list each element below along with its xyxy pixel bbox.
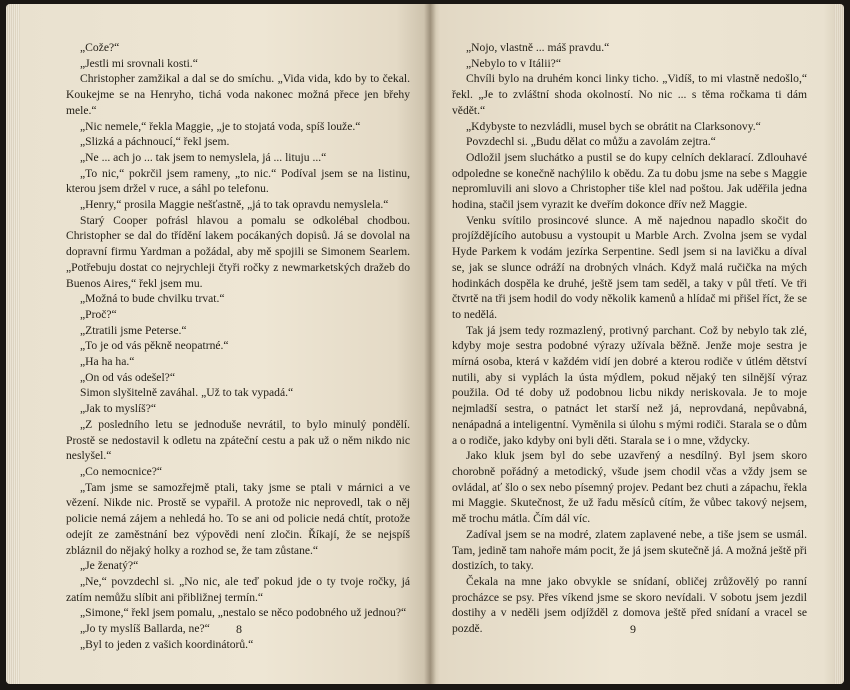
right-page-text (452, 40, 807, 637)
page-edges-left (6, 4, 20, 684)
paragraph: „Možná to bude chvilku trvat.“ (80, 292, 225, 306)
paragraph: Starý Cooper pofrásl hlavou a pomalu se odkolébal chodbou. Christopher se dal do třídění lakem pocákaných dopisů. Já se dovolal na dopravní firmu Yardman a požádal, aby mě spojili se Simonem Searlem. „Potřebuju dostat co nejrychleji čtyři ročky z newmarketských dražeb do Buenos Aires,“ řekl jsem mu. (66, 213, 410, 290)
paragraph: „Ne ... ach jo ... tak jsem to nemyslela, já ... lituju ...“ (80, 150, 327, 164)
paragraph: „Cože?“ (80, 41, 120, 54)
paragraph: Zadíval jsem se na modré, zlatem zaplavené nebe, a tiše jsem se usmál. Tam, jedině tam nahoře mám pocit, že já jsem skutečně já. A možná ještě při dostizích, to taky. (452, 527, 807, 573)
paragraph: „Henry,“ prosila Maggie nešťastně, „já to tak opravdu nemyslela.“ (80, 198, 389, 212)
open-book (6, 4, 844, 684)
left-page-text (66, 40, 410, 652)
paragraph: Čekala na mne jako obvykle se snídaní, obličej zrůžovělý po ranní procházce se psy. Přes víkend jsme se skoro nevídali. V sobotu jsem jezdil dostihy a v neděli jsem odjížděl z domova ještě před snídaní a vracel se pozdě. (452, 574, 807, 636)
page-number-left: 8 (236, 622, 242, 636)
paragraph: „Jak to myslíš?“ (80, 402, 156, 416)
paragraph: „Byl to jeden z vašich koordinátorů.“ (80, 637, 254, 651)
paragraph: „Proč?“ (80, 307, 117, 321)
paragraph: „Simone,“ řekl jsem pomalu, „nestalo se něco podobného už jednou?“ (80, 606, 407, 620)
paragraph: „Nebylo to v Itálii?“ (466, 56, 561, 70)
book-spine (424, 4, 436, 684)
paragraph: Tak já jsem tedy rozmazlený, protivný parchant. Což by nebylo tak zlé, kdyby moje sestra podobné výrazy užívala běžně. Jenže moje sestra je mírná osoba, která v každém vidí jen dobré a kterou rodiče v útlém dětství nutili, aby si vyplách la ústa mýdlem, pokud nějaký ten silnější výraz použila. Od té doby už podobnou licbu nikdy neriskovala. Je to moje nejmladší sestra, o patnáct let starší než já, neprovdaná, nepůvabná, nenápadná a inteligentní. Vyměnila si úlohu s mými rodiči. Starala se o dům a o rodiče, jako kdyby oni byli děti. Starala se i o mne, vždycky. (452, 323, 807, 447)
paragraph: „Jo ty myslíš Ballarda, ne?“ (80, 622, 210, 636)
paragraph: „Kdybyste to nezvládli, musel bych se obrátit na Clarksonovy.“ (466, 119, 761, 133)
page-edges-right (834, 4, 844, 684)
paragraph: Simon slyšitelně zaváhal. „Už to tak vypadá.“ (80, 386, 294, 400)
paragraph: Chvíli bylo na druhém konci linky ticho. „Vidíš, to mi vlastně nedošlo,“ řekl. „Je to zvláštní shoda okolností. No nic ... s těma ročkama ti dám vědět.“ (452, 72, 807, 117)
right-page (430, 4, 844, 684)
paragraph: „Tam jsme se samozřejmě ptali, taky jsme se ptali v márnici a ve vězení. Nikde nic. Prostě se vypařil. A protože nic neprovedl, tak o něj policie nemá zájem a nehledá ho. To se ani od policie nedá chtít, protože odejít ze zaměstnání bez výpovědi není zločin. Říkají, že se nejspíš zbláznil do nějaký holky a rozhod se, že tam zůstane.“ (66, 480, 410, 557)
paragraph: „To nic,“ pokrčil jsem rameny, „to nic.“ Podíval jsem se na listinu, kterou jsem držel v ruce, a sáhl po telefonu. (66, 166, 410, 196)
paragraph: Jako kluk jsem byl do sebe uzavřený a nesdílný. Byl jsem skoro chorobně pořádný a metodický, všude jsem chodil včas a vždy jsem se ovládal, ať šlo o sex nebo písemný projev. Pedant bez chuti a zápachu, řekla mi Maggie. Skutečnost, že už řadu měsíců cítím, že vůbec takový nejsem, mě trochu mátla. Čím dál víc. (452, 449, 807, 526)
paragraph: „Ha ha ha.“ (80, 355, 135, 369)
paragraph: „Nic nemele,“ řekla Maggie, „je to stojatá voda, spíš louže.“ (80, 119, 361, 133)
paragraph: Christopher zamžikal a dal se do smíchu. „Vida vida, kdo by to čekal. Koukejme se na Henryho, tichá voda nakonec možná přece jen břehy mele.“ (66, 72, 410, 117)
paragraph: „Ztratili jsme Peterse.“ (80, 323, 187, 337)
paragraph: „Jestli mi srovnali kosti.“ (80, 56, 198, 70)
paragraph: „Je ženatý?“ (80, 559, 139, 573)
paragraph: „Nojo, vlastně ... máš pravdu.“ (466, 41, 610, 54)
paragraph: „To je od vás pěkně neopatrné.“ (80, 339, 229, 353)
paragraph: Venku svítilo prosincové slunce. A mě najednou napadlo skočit do projíždějícího autobusu a vystoupit u Marble Arch. Zvolna jsem se vydal Hyde Parkem k vodám jezírka Serpentine. Sedl jsem si na lavičku a díval se, jak se slunce odráží na drobných vlnách. Když malá ručička na mých hodinkách dospěla ke druhé, ještě jsem tam seděl, a taky v půl třetí. Ve tři čtvrtě na tři jsem hodil do vody několik kamenů a hlídač mi přišel říct, že se to nedělá. (452, 213, 807, 321)
paragraph: Povzdechl si. „Budu dělat co můžu a zavolám zejtra.“ (466, 135, 716, 149)
paragraph: „Co nemocnice?“ (80, 464, 163, 478)
paragraph: „Z posledního letu se jednoduše nevrátil, to bylo minulý pondělí. Prostě se nedostavil k odletu na zpáteční cestu a pak už o něm nikdo nic neslyšel.“ (66, 417, 410, 463)
paragraph: Odložil jsem sluchátko a pustil se do kupy celních deklarací. Zdlouhavé odpoledne se konečně nachýlilo k obědu. Za tu dobu jsme na sebe s Maggie nepromluvili ani slovo a Christopher tiše klel nad poštou. Jak uděřila jedna hodina, stačil jsem vyrazit ke dveřím dokonce dřív než Maggie. (452, 150, 807, 212)
page-number-right: 9 (630, 622, 636, 636)
paragraph: „On od vás odešel?“ (80, 370, 175, 384)
left-page (6, 4, 430, 684)
paragraph: „Slizká a páchnoucí,“ řekl jsem. (80, 135, 230, 149)
paragraph: „Ne,“ povzdechl si. „No nic, ale teď pokud jde o ty tvoje ročky, já zatím nemůžu slíbit ani přibližnej termín.“ (66, 574, 410, 604)
